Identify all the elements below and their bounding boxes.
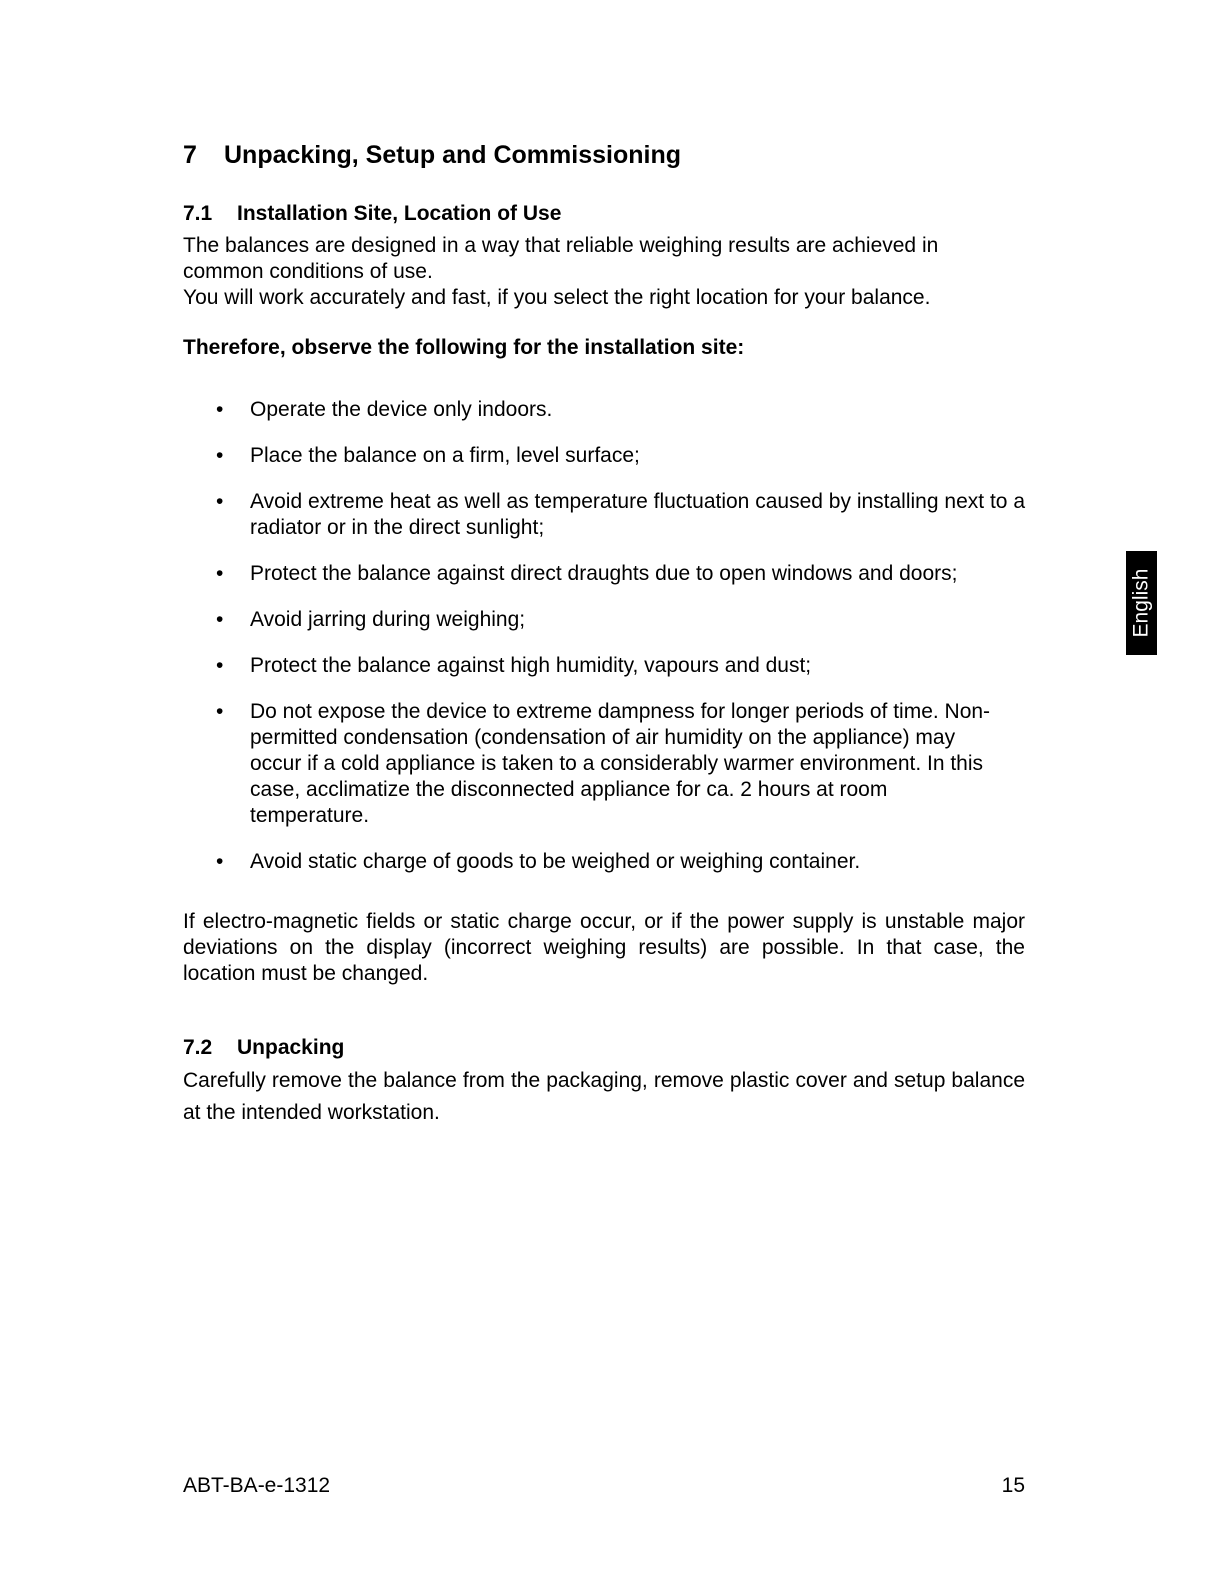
unpacking-paragraph: Carefully remove the balance from the packaging, remove plastic cover and setup balance at the intended workstation. — [183, 1069, 1025, 1124]
bullet-icon: • — [216, 700, 224, 723]
bullet-icon: • — [216, 654, 224, 677]
installation-requirements-list — [183, 397, 1025, 895]
footer-doc-id: ABT-BA-e-1312 — [183, 1474, 331, 1497]
intro-paragraph — [183, 233, 1025, 311]
bullet-icon: • — [216, 608, 224, 631]
observe-heading: Therefore, observe the following for the installation site: — [183, 336, 745, 359]
section-number: 7.2 — [183, 1036, 213, 1059]
intro-line-1: The balances are designed in a way that reliable weighing results are achieved in common conditions of use. — [183, 234, 939, 283]
bullet-icon: • — [216, 490, 224, 513]
bullet-icon: • — [216, 444, 224, 467]
list-item — [183, 607, 1025, 633]
list-item-text: Do not expose the device to extreme dampness for longer periods of time. Non-permitted condensation (condensation of air humidity on the appliance) may occur if a cold appliance is taken to a considerably warmer environment. In this case, acclimatize the disconnected appliance for ca. 2 hours at room temperature. — [250, 700, 991, 827]
list-item-text: Protect the balance against direct draughts due to open windows and doors; — [250, 562, 958, 585]
intro-line-2: You will work accurately and fast, if you select the right location for your balance. — [183, 286, 931, 309]
chapter-heading — [183, 141, 681, 170]
bullet-icon: • — [216, 562, 224, 585]
language-tab — [1126, 551, 1157, 655]
section-number: 7.1 — [183, 202, 213, 225]
list-item-text: Operate the device only indoors. — [250, 398, 553, 421]
list-item — [183, 849, 1025, 875]
emf-warning-paragraph: If electro-magnetic fields or static charge occur, or if the power supply is unstable major deviations on the display (incorrect weighing results) are possible. In that case, the location must be changed. — [183, 910, 1025, 985]
list-item — [183, 699, 1025, 829]
chapter-title: Unpacking, Setup and Commissioning — [224, 141, 681, 169]
list-item-text: Avoid static charge of goods to be weighed or weighing container. — [250, 850, 861, 873]
section-installation-site — [183, 201, 1025, 311]
list-item-text: Protect the balance against high humidity, vapours and dust; — [250, 654, 812, 677]
list-item — [183, 653, 1025, 679]
list-item-text: Avoid jarring during weighing; — [250, 608, 526, 631]
section-heading-7-2 — [183, 1035, 1025, 1061]
chapter-number: 7 — [183, 141, 197, 169]
list-item — [183, 561, 1025, 587]
section-title: Unpacking — [237, 1036, 345, 1059]
list-item — [183, 443, 1025, 469]
section-title: Installation Site, Location of Use — [237, 202, 562, 225]
bullet-icon: • — [216, 398, 224, 421]
list-item — [183, 489, 1025, 541]
list-item-text: Place the balance on a firm, level surface; — [250, 444, 640, 467]
bullet-icon: • — [216, 850, 224, 873]
list-item — [183, 397, 1025, 423]
language-tab-label: English — [1129, 568, 1153, 638]
list-item-text: Avoid extreme heat as well as temperature fluctuation caused by installing next to a radiator or in the direct sunlight; — [250, 490, 1025, 539]
footer-page-number: 15 — [1001, 1474, 1025, 1497]
section-heading-7-1 — [183, 201, 1025, 227]
section-unpacking — [183, 1035, 1025, 1129]
